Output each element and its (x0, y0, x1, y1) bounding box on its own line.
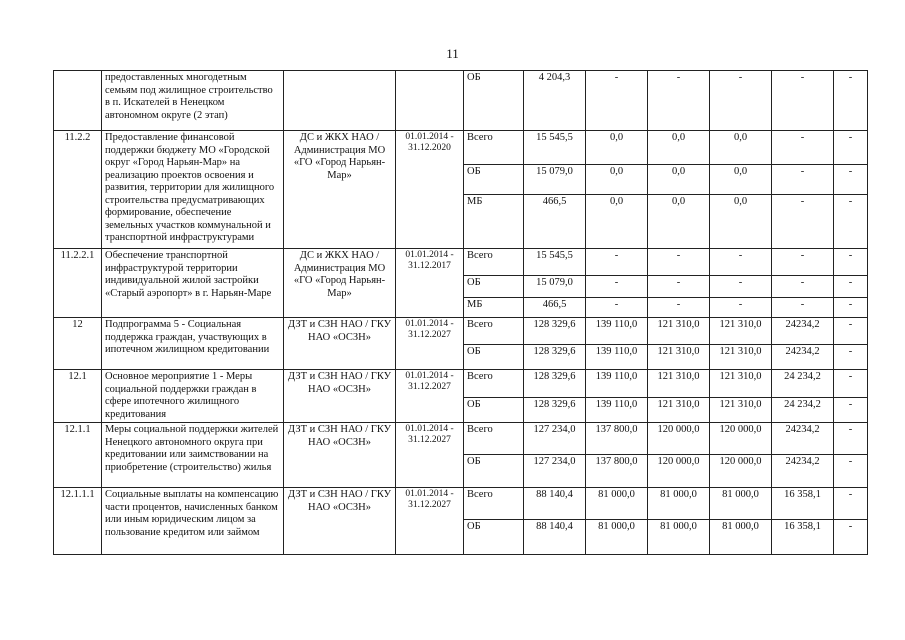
table-row (54, 318, 868, 345)
funding-source-cell: ОБ (464, 397, 524, 422)
amount-cell: 121 310,0 (710, 345, 772, 370)
funding-source-cell: ОБ (464, 455, 524, 488)
amount-cell: 0,0 (648, 195, 710, 249)
amount-cell: 0,0 (710, 165, 772, 195)
executor-cell: ДЗТ и СЗН НАО / ГКУ НАО «ОСЗН» (284, 370, 396, 423)
amount-cell: 121 310,0 (710, 370, 772, 398)
row-number-cell (54, 71, 102, 131)
amount-cell: - (772, 249, 834, 276)
period-cell (396, 71, 464, 131)
amount-cell: 121 310,0 (648, 370, 710, 398)
measure-name-cell: Социальные выплаты на компенсацию части процентов, начисленных банком или иным юридическим лицом за пользование кредитом или займом (102, 488, 284, 555)
amount-cell: - (710, 71, 772, 131)
measure-name-cell: Подпрограмма 5 - Социальная поддержка граждан, участвующих в ипотечном жилищном кредитовании (102, 318, 284, 370)
measure-name-cell: Предоставление финансовой поддержки бюджету МО «Городской округ «Город Нарьян-Мар» на реализацию проектов освоения и развития, территории для жилищного строительства предусматривающих формирование, обеспечение земельных участков коммунальной и транспортной инфраструктурами (102, 131, 284, 249)
amount-cell: - (834, 131, 868, 165)
funding-source-cell: ОБ (464, 276, 524, 298)
funding-source-cell: ОБ (464, 345, 524, 370)
row-number-cell: 12.1.1.1 (54, 488, 102, 555)
funding-source-cell: ОБ (464, 520, 524, 555)
period-cell: 01.01.2014 - 31.12.2027 (396, 423, 464, 488)
amount-cell: - (834, 520, 868, 555)
amount-cell: 16 358,1 (772, 520, 834, 555)
table-row (54, 249, 868, 276)
amount-cell: 466,5 (524, 298, 586, 318)
funding-source-cell: Всего (464, 318, 524, 345)
amount-cell: 139 110,0 (586, 370, 648, 398)
amount-cell: - (586, 276, 648, 298)
amount-cell: - (834, 298, 868, 318)
amount-cell: - (772, 131, 834, 165)
measure-name-cell: Обеспечение транспортной инфраструктурой территории индивидуальной жилой застройки «Старый аэропорт» в г. Нарьян-Маре (102, 249, 284, 318)
amount-cell: 0,0 (586, 195, 648, 249)
amount-cell: - (586, 298, 648, 318)
row-number-cell: 11.2.2.1 (54, 249, 102, 318)
amount-cell: 121 310,0 (648, 345, 710, 370)
amount-cell: - (834, 397, 868, 422)
amount-cell: - (834, 345, 868, 370)
amount-cell: 0,0 (586, 131, 648, 165)
amount-cell: 139 110,0 (586, 318, 648, 345)
period-cell: 01.01.2014 - 31.12.2017 (396, 249, 464, 318)
row-number-cell: 12 (54, 318, 102, 370)
period-cell: 01.01.2014 - 31.12.2027 (396, 370, 464, 423)
amount-cell: - (586, 249, 648, 276)
amount-cell: - (586, 71, 648, 131)
amount-cell: - (834, 370, 868, 398)
executor-cell: ДЗТ и СЗН НАО / ГКУ НАО «ОСЗН» (284, 318, 396, 370)
amount-cell: 24 234,2 (772, 370, 834, 398)
page-number: 11 (446, 46, 459, 61)
amount-cell: - (710, 276, 772, 298)
funding-source-cell: ОБ (464, 165, 524, 195)
amount-cell: 121 310,0 (710, 397, 772, 422)
amount-cell: - (772, 276, 834, 298)
row-number-cell: 11.2.2 (54, 131, 102, 249)
amount-cell: 15 079,0 (524, 276, 586, 298)
row-number-cell: 12.1.1 (54, 423, 102, 488)
amount-cell: 88 140,4 (524, 520, 586, 555)
amount-cell: 81 000,0 (710, 488, 772, 520)
funding-source-cell: МБ (464, 298, 524, 318)
table-row (54, 488, 868, 520)
amount-cell: 15 545,5 (524, 131, 586, 165)
table-row (54, 71, 868, 131)
amount-cell: 128 329,6 (524, 397, 586, 422)
amount-cell: - (772, 165, 834, 195)
amount-cell: 4 204,3 (524, 71, 586, 131)
program-budget-table (53, 70, 868, 555)
funding-source-cell: Всего (464, 423, 524, 455)
amount-cell: - (772, 298, 834, 318)
amount-cell: - (648, 298, 710, 318)
row-number-cell: 12.1 (54, 370, 102, 423)
measure-name-cell: предоставленных многодетным семьям под жилищное строительство в п. Искателей в Ненецком автономном округе (2 этап) (102, 71, 284, 131)
amount-cell: - (834, 165, 868, 195)
amount-cell: 121 310,0 (648, 318, 710, 345)
amount-cell: - (834, 423, 868, 455)
amount-cell: 15 079,0 (524, 165, 586, 195)
amount-cell: 121 310,0 (648, 397, 710, 422)
executor-cell: ДЗТ и СЗН НАО / ГКУ НАО «ОСЗН» (284, 488, 396, 555)
funding-source-cell: ОБ (464, 71, 524, 131)
amount-cell: - (772, 195, 834, 249)
amount-cell: 128 329,6 (524, 345, 586, 370)
amount-cell: 0,0 (648, 131, 710, 165)
amount-cell: 15 545,5 (524, 249, 586, 276)
amount-cell: - (648, 71, 710, 131)
amount-cell: 16 358,1 (772, 488, 834, 520)
amount-cell: 121 310,0 (710, 318, 772, 345)
table-row (54, 370, 868, 398)
amount-cell: 120 000,0 (648, 423, 710, 455)
amount-cell: - (772, 71, 834, 131)
amount-cell: 0,0 (710, 195, 772, 249)
amount-cell: 24 234,2 (772, 397, 834, 422)
executor-cell: ДЗТ и СЗН НАО / ГКУ НАО «ОСЗН» (284, 423, 396, 488)
amount-cell: - (710, 298, 772, 318)
amount-cell: - (834, 488, 868, 520)
amount-cell: - (834, 276, 868, 298)
measure-name-cell: Основное мероприятие 1 - Меры социальной поддержки граждан в сфере ипотечного жилищного кредитования (102, 370, 284, 423)
funding-source-cell: Всего (464, 249, 524, 276)
amount-cell: 24234,2 (772, 423, 834, 455)
amount-cell: 81 000,0 (586, 520, 648, 555)
amount-cell: 0,0 (710, 131, 772, 165)
amount-cell: 139 110,0 (586, 345, 648, 370)
amount-cell: 137 800,0 (586, 423, 648, 455)
amount-cell: - (834, 71, 868, 131)
amount-cell: 24234,2 (772, 318, 834, 345)
amount-cell: 137 800,0 (586, 455, 648, 488)
funding-source-cell: МБ (464, 195, 524, 249)
amount-cell: 81 000,0 (648, 520, 710, 555)
amount-cell: - (834, 195, 868, 249)
amount-cell: - (834, 455, 868, 488)
funding-source-cell: Всего (464, 488, 524, 520)
measure-name-cell: Меры социальной поддержки жителей Ненецкого автономного округа при кредитовании или заимствовании на приобретение (строительство) жилья (102, 423, 284, 488)
amount-cell: 120 000,0 (648, 455, 710, 488)
amount-cell: 24234,2 (772, 455, 834, 488)
executor-cell: ДС и ЖКХ НАО / Администрация МО «ГО «Город Нарьян-Мар» (284, 249, 396, 318)
amount-cell: 128 329,6 (524, 370, 586, 398)
amount-cell: 81 000,0 (710, 520, 772, 555)
amount-cell: 0,0 (586, 165, 648, 195)
amount-cell: 81 000,0 (648, 488, 710, 520)
table-body (54, 71, 868, 555)
amount-cell: - (648, 249, 710, 276)
amount-cell: 88 140,4 (524, 488, 586, 520)
table-row (54, 423, 868, 455)
amount-cell: 127 234,0 (524, 423, 586, 455)
funding-source-cell: Всего (464, 131, 524, 165)
table-row (54, 131, 868, 165)
amount-cell: 466,5 (524, 195, 586, 249)
amount-cell: 120 000,0 (710, 423, 772, 455)
period-cell: 01.01.2014 - 31.12.2020 (396, 131, 464, 249)
amount-cell: - (710, 249, 772, 276)
amount-cell: 127 234,0 (524, 455, 586, 488)
amount-cell: 24234,2 (772, 345, 834, 370)
amount-cell: - (648, 276, 710, 298)
executor-cell (284, 71, 396, 131)
amount-cell: - (834, 318, 868, 345)
funding-source-cell: Всего (464, 370, 524, 398)
amount-cell: 81 000,0 (586, 488, 648, 520)
period-cell: 01.01.2014 - 31.12.2027 (396, 488, 464, 555)
period-cell: 01.01.2014 - 31.12.2027 (396, 318, 464, 370)
executor-cell: ДС и ЖКХ НАО / Администрация МО «ГО «Город Нарьян-Мар» (284, 131, 396, 249)
amount-cell: 0,0 (648, 165, 710, 195)
amount-cell: - (834, 249, 868, 276)
amount-cell: 139 110,0 (586, 397, 648, 422)
amount-cell: 120 000,0 (710, 455, 772, 488)
amount-cell: 128 329,6 (524, 318, 586, 345)
